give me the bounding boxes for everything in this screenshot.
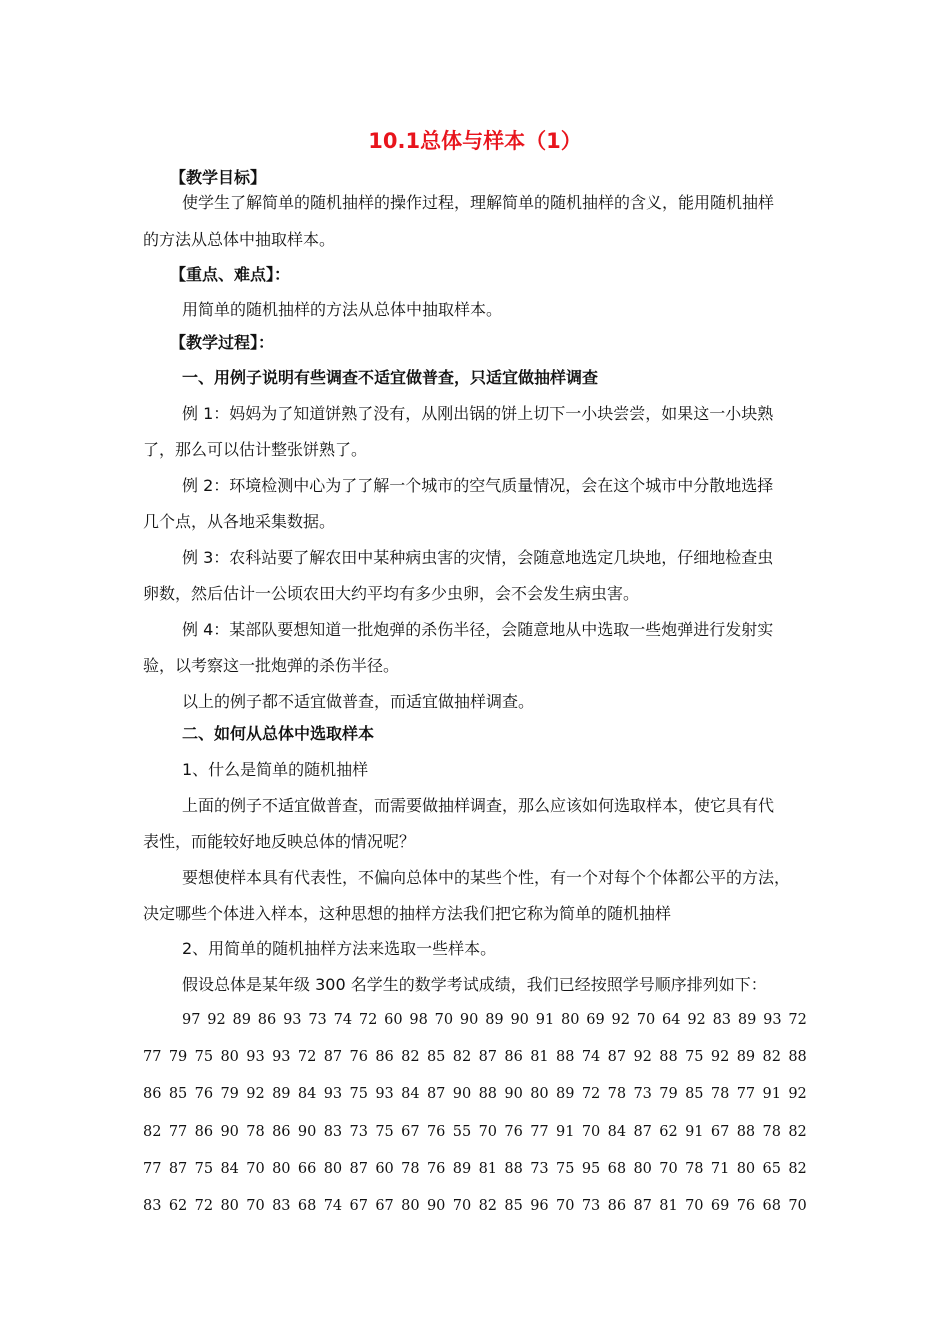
score-value: 89 xyxy=(485,1012,504,1028)
score-value: 87 xyxy=(633,1198,652,1214)
score-value: 93 xyxy=(283,1012,302,1028)
score-value: 91 xyxy=(556,1124,575,1140)
score-value: 86 xyxy=(375,1049,394,1065)
score-value: 74 xyxy=(323,1198,343,1214)
score-value: 90 xyxy=(452,1086,472,1102)
score-value: 93 xyxy=(272,1049,291,1065)
summary-text: 以上的例子都不适宜做普查，而适宜做抽样调查。 xyxy=(182,692,535,711)
score-value: 84 xyxy=(297,1086,317,1102)
score-value: 82 xyxy=(452,1049,472,1065)
score-value: 70 xyxy=(452,1198,472,1214)
page-title: 10.1总体与样本（1） xyxy=(368,129,582,153)
score-value: 90 xyxy=(459,1012,479,1028)
score-value: 90 xyxy=(220,1124,239,1140)
score-value: 98 xyxy=(409,1012,428,1028)
score-row xyxy=(182,1008,807,1032)
paragraph1-line1: 上面的例子不适宜做普查，而需要做抽样调查，那么应该如何选取样本，使它具有代 xyxy=(182,796,775,815)
score-value: 93 xyxy=(323,1086,343,1102)
score-value: 86 xyxy=(143,1086,162,1102)
score-value: 85 xyxy=(426,1049,446,1065)
score-value: 70 xyxy=(685,1198,704,1214)
score-value: 70 xyxy=(659,1161,678,1177)
score-value: 64 xyxy=(662,1012,681,1028)
score-value: 87 xyxy=(349,1161,368,1177)
score-value: 70 xyxy=(478,1124,498,1140)
score-value: 80 xyxy=(401,1198,420,1214)
goal-text-line2: 的方法从总体中抽取样本。 xyxy=(143,230,336,249)
score-value: 80 xyxy=(323,1161,343,1177)
score-value: 90 xyxy=(504,1086,523,1102)
score-value: 87 xyxy=(478,1049,498,1065)
score-value: 91 xyxy=(762,1086,781,1102)
score-value: 87 xyxy=(168,1161,188,1177)
score-row xyxy=(143,1157,807,1181)
score-value: 77 xyxy=(143,1161,162,1177)
score-value: 80 xyxy=(560,1012,580,1028)
score-value: 82 xyxy=(143,1124,162,1140)
score-value: 73 xyxy=(349,1124,368,1140)
score-value: 75 xyxy=(375,1124,394,1140)
score-value: 75 xyxy=(685,1049,704,1065)
score-value: 66 xyxy=(297,1161,317,1177)
score-value: 83 xyxy=(712,1012,732,1028)
score-value: 76 xyxy=(504,1124,523,1140)
score-value: 91 xyxy=(535,1012,555,1028)
score-value: 75 xyxy=(556,1161,575,1177)
score-value: 76 xyxy=(426,1124,446,1140)
score-value: 92 xyxy=(710,1049,730,1065)
score-value: 72 xyxy=(788,1012,807,1028)
score-value: 74 xyxy=(581,1049,601,1065)
score-value: 75 xyxy=(194,1161,214,1177)
score-value: 80 xyxy=(220,1049,239,1065)
score-value: 68 xyxy=(297,1198,317,1214)
score-value: 76 xyxy=(194,1086,214,1102)
example3-line1: 例 3：农科站要了解农田中某种病虫害的灾情，会随意地选定几块地，仔细地检查虫 xyxy=(182,548,774,567)
score-value: 77 xyxy=(736,1086,756,1102)
score-value: 78 xyxy=(246,1124,265,1140)
score-value: 85 xyxy=(168,1086,188,1102)
score-value: 89 xyxy=(452,1161,472,1177)
score-value: 71 xyxy=(710,1161,730,1177)
score-value: 93 xyxy=(763,1012,782,1028)
score-value: 80 xyxy=(736,1161,756,1177)
score-value: 76 xyxy=(426,1161,446,1177)
score-value: 72 xyxy=(194,1198,214,1214)
score-value: 65 xyxy=(762,1161,781,1177)
score-value: 92 xyxy=(246,1086,265,1102)
score-value: 62 xyxy=(659,1124,678,1140)
score-value: 91 xyxy=(685,1124,704,1140)
score-value: 86 xyxy=(504,1049,523,1065)
score-value: 92 xyxy=(633,1049,652,1065)
score-value: 72 xyxy=(358,1012,378,1028)
paragraph2-line1: 要想使样本具有代表性，不偏向总体中的某些个性，有一个对每个个体都公平的方法， xyxy=(182,868,791,887)
score-value: 67 xyxy=(349,1198,368,1214)
score-value: 85 xyxy=(685,1086,704,1102)
example2-line1: 例 2：环境检测中心为了了解一个城市的空气质量情况，会在这个城市中分散地选择 xyxy=(182,476,774,495)
example1-line1: 例 1：妈妈为了知道饼熟了没有，从刚出锅的饼上切下一小块尝尝，如果这一小块熟 xyxy=(182,404,774,423)
score-value: 89 xyxy=(737,1012,757,1028)
score-value: 70 xyxy=(246,1161,265,1177)
score-value: 82 xyxy=(762,1049,781,1065)
score-value: 83 xyxy=(143,1198,162,1214)
example4-line2: 验，以考察这一批炮弹的杀伤半径。 xyxy=(143,656,400,675)
score-value: 86 xyxy=(272,1124,291,1140)
score-value: 92 xyxy=(788,1086,807,1102)
score-value: 89 xyxy=(736,1049,756,1065)
score-value: 73 xyxy=(633,1086,652,1102)
score-value: 75 xyxy=(349,1086,368,1102)
score-value: 82 xyxy=(478,1198,498,1214)
score-value: 67 xyxy=(401,1124,420,1140)
score-value: 78 xyxy=(685,1161,704,1177)
score-value: 85 xyxy=(504,1198,523,1214)
score-value: 78 xyxy=(762,1124,781,1140)
key-points-header: 【重点、难点】： xyxy=(170,265,291,284)
score-value: 67 xyxy=(710,1124,730,1140)
score-value: 87 xyxy=(323,1049,343,1065)
score-value: 97 xyxy=(182,1012,201,1028)
score-value: 73 xyxy=(530,1161,549,1177)
score-value: 75 xyxy=(194,1049,214,1065)
score-value: 79 xyxy=(659,1086,678,1102)
score-value: 86 xyxy=(194,1124,214,1140)
score-value: 69 xyxy=(710,1198,730,1214)
score-value: 82 xyxy=(788,1161,807,1177)
score-value: 80 xyxy=(220,1198,239,1214)
score-value: 90 xyxy=(297,1124,317,1140)
score-value: 76 xyxy=(349,1049,368,1065)
score-value: 79 xyxy=(168,1049,188,1065)
score-value: 55 xyxy=(452,1124,472,1140)
subsection1-heading: 1、什么是简单的随机抽样 xyxy=(182,760,369,779)
example2-line2: 几个点，从各地采集数据。 xyxy=(143,512,336,531)
part1-heading: 一、用例子说明有些调查不适宜做普查，只适宜做抽样调查 xyxy=(182,368,599,387)
score-value: 72 xyxy=(297,1049,317,1065)
score-value: 81 xyxy=(530,1049,549,1065)
paragraph2-line2: 决定哪些个体进入样本，这种思想的抽样方法我们把它称为简单的随机抽样 xyxy=(143,904,672,923)
score-value: 73 xyxy=(581,1198,601,1214)
score-value: 87 xyxy=(633,1124,652,1140)
score-value: 86 xyxy=(257,1012,277,1028)
score-row xyxy=(143,1045,807,1069)
score-value: 81 xyxy=(659,1198,678,1214)
score-value: 68 xyxy=(762,1198,781,1214)
score-value: 67 xyxy=(375,1198,394,1214)
example3-line2: 卵数，然后估计一公顷农田大约平均有多少虫卵，会不会发生病虫害。 xyxy=(143,584,640,603)
score-value: 80 xyxy=(272,1161,291,1177)
score-value: 70 xyxy=(556,1198,575,1214)
score-value: 89 xyxy=(272,1086,291,1102)
score-value: 76 xyxy=(736,1198,756,1214)
paragraph3: 假设总体是某年级 300 名学生的数学考试成绩，我们已经按照学号顺序排列如下： xyxy=(182,975,767,994)
score-row xyxy=(143,1120,807,1144)
score-value: 70 xyxy=(788,1198,807,1214)
score-value: 69 xyxy=(586,1012,605,1028)
score-row xyxy=(143,1194,807,1218)
key-points-text: 用简单的随机抽样的方法从总体中抽取样本。 xyxy=(182,300,503,319)
score-value: 88 xyxy=(736,1124,756,1140)
score-value: 60 xyxy=(384,1012,403,1028)
score-value: 89 xyxy=(556,1086,575,1102)
score-value: 90 xyxy=(510,1012,529,1028)
goal-text-line1: 使学生了解简单的随机抽样的操作过程，理解简单的随机抽样的含义，能用随机抽样 xyxy=(182,193,775,212)
score-value: 82 xyxy=(788,1124,807,1140)
score-value: 87 xyxy=(607,1049,627,1065)
score-value: 88 xyxy=(478,1086,498,1102)
score-value: 78 xyxy=(710,1086,730,1102)
paragraph1-line2: 表性，而能较好地反映总体的情况呢？ xyxy=(143,832,416,851)
score-value: 68 xyxy=(607,1161,627,1177)
score-value: 70 xyxy=(581,1124,601,1140)
score-value: 83 xyxy=(323,1124,343,1140)
score-value: 93 xyxy=(246,1049,265,1065)
score-value: 92 xyxy=(207,1012,226,1028)
score-value: 88 xyxy=(504,1161,523,1177)
score-value: 93 xyxy=(375,1086,394,1102)
score-value: 82 xyxy=(401,1049,420,1065)
score-value: 77 xyxy=(530,1124,549,1140)
score-value: 92 xyxy=(687,1012,706,1028)
score-value: 74 xyxy=(333,1012,353,1028)
score-value: 96 xyxy=(530,1198,549,1214)
score-value: 77 xyxy=(168,1124,188,1140)
score-value: 77 xyxy=(143,1049,162,1065)
score-value: 60 xyxy=(375,1161,394,1177)
score-value: 87 xyxy=(426,1086,446,1102)
score-value: 88 xyxy=(788,1049,807,1065)
score-value: 70 xyxy=(434,1012,454,1028)
score-value: 79 xyxy=(220,1086,239,1102)
example1-line2: 了，那么可以估计整张饼熟了。 xyxy=(143,440,368,459)
score-value: 95 xyxy=(581,1161,601,1177)
score-value: 84 xyxy=(607,1124,627,1140)
score-value: 73 xyxy=(308,1012,327,1028)
part2-heading: 二、如何从总体中选取样本 xyxy=(182,724,375,743)
score-value: 78 xyxy=(401,1161,420,1177)
score-value: 80 xyxy=(633,1161,652,1177)
score-value: 70 xyxy=(246,1198,265,1214)
score-value: 88 xyxy=(659,1049,678,1065)
score-value: 86 xyxy=(607,1198,627,1214)
score-value: 88 xyxy=(556,1049,575,1065)
score-value: 81 xyxy=(478,1161,498,1177)
score-value: 89 xyxy=(232,1012,251,1028)
process-header: 【教学过程】： xyxy=(170,333,275,352)
goal-header: 【教学目标】 xyxy=(170,168,267,187)
example4-line1: 例 4：某部队要想知道一批炮弹的杀伤半径，会随意地从中选取一些炮弹进行发射实 xyxy=(182,620,774,639)
score-value: 84 xyxy=(401,1086,420,1102)
score-value: 78 xyxy=(607,1086,627,1102)
score-value: 90 xyxy=(426,1198,446,1214)
subsection2-heading: 2、用简单的随机抽样方法来选取一些样本。 xyxy=(182,939,497,958)
score-value: 62 xyxy=(168,1198,188,1214)
score-value: 92 xyxy=(611,1012,630,1028)
score-row xyxy=(143,1082,807,1106)
score-value: 80 xyxy=(530,1086,549,1102)
score-value: 84 xyxy=(220,1161,239,1177)
score-value: 83 xyxy=(272,1198,291,1214)
score-value: 70 xyxy=(636,1012,656,1028)
score-value: 72 xyxy=(581,1086,601,1102)
